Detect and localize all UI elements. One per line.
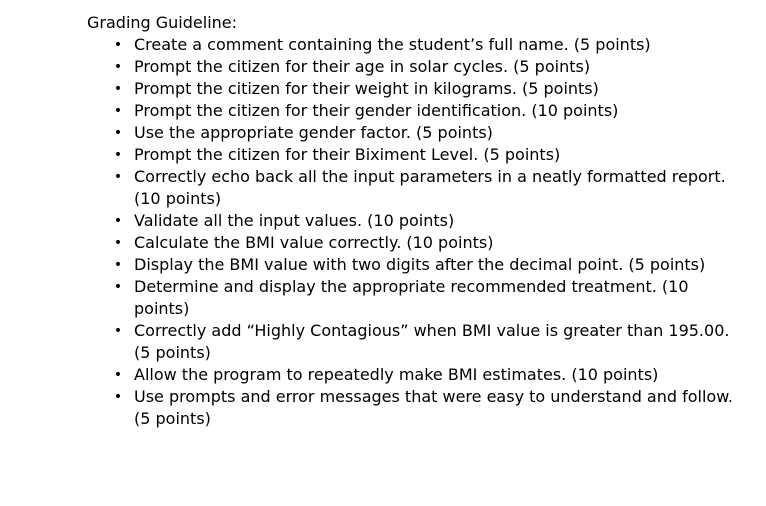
bullet-icon: • [113,169,123,185]
list-item [87,166,747,210]
criteria-list [87,34,747,430]
list-item-text: Calculate the BMI value correctly. (10 points) [134,233,494,252]
list-item [87,78,747,100]
list-item [87,364,747,386]
bullet-icon: • [113,279,123,295]
bullet-icon: • [113,257,123,273]
list-item [87,320,747,364]
bullet-icon: • [113,37,123,53]
list-item-text: Correctly echo back all the input parameters in a neatly formatted report. (10 points) [134,167,726,208]
list-item [87,386,747,430]
list-item-text: Use the appropriate gender factor. (5 points) [134,123,493,142]
list-item [87,276,747,320]
list-item [87,210,747,232]
list-item [87,254,747,276]
list-item-text: Prompt the citizen for their Biximent Level. (5 points) [134,145,561,164]
list-item-text: Correctly add “Highly Contagious” when BMI value is greater than 195.00. (5 points) [134,321,730,362]
list-item [87,100,747,122]
list-item [87,232,747,254]
list-item [87,144,747,166]
list-item [87,122,747,144]
grading-guideline-document [87,12,747,430]
bullet-icon: • [113,367,123,383]
list-item-text: Prompt the citizen for their gender identification. (10 points) [134,101,619,120]
list-item-text: Create a comment containing the student’s full name. (5 points) [134,35,651,54]
list-item-text: Determine and display the appropriate recommended treatment. (10 points) [134,277,689,318]
bullet-icon: • [113,235,123,251]
bullet-icon: • [113,81,123,97]
bullet-icon: • [113,389,123,405]
list-item-text: Display the BMI value with two digits after the decimal point. (5 points) [134,255,706,274]
list-item-text: Allow the program to repeatedly make BMI estimates. (10 points) [134,365,659,384]
guideline-heading: Grading Guideline: [87,13,238,32]
bullet-icon: • [113,125,123,141]
bullet-icon: • [113,59,123,75]
list-item [87,34,747,56]
bullet-icon: • [113,147,123,163]
list-item-text: Validate all the input values. (10 points) [134,211,455,230]
list-item-text: Use prompts and error messages that were easy to understand and follow. (5 points) [134,387,733,428]
bullet-icon: • [113,323,123,339]
list-item-text: Prompt the citizen for their age in solar cycles. (5 points) [134,57,591,76]
list-item-text: Prompt the citizen for their weight in kilograms. (5 points) [134,79,599,98]
bullet-icon: • [113,213,123,229]
list-item [87,56,747,78]
bullet-icon: • [113,103,123,119]
